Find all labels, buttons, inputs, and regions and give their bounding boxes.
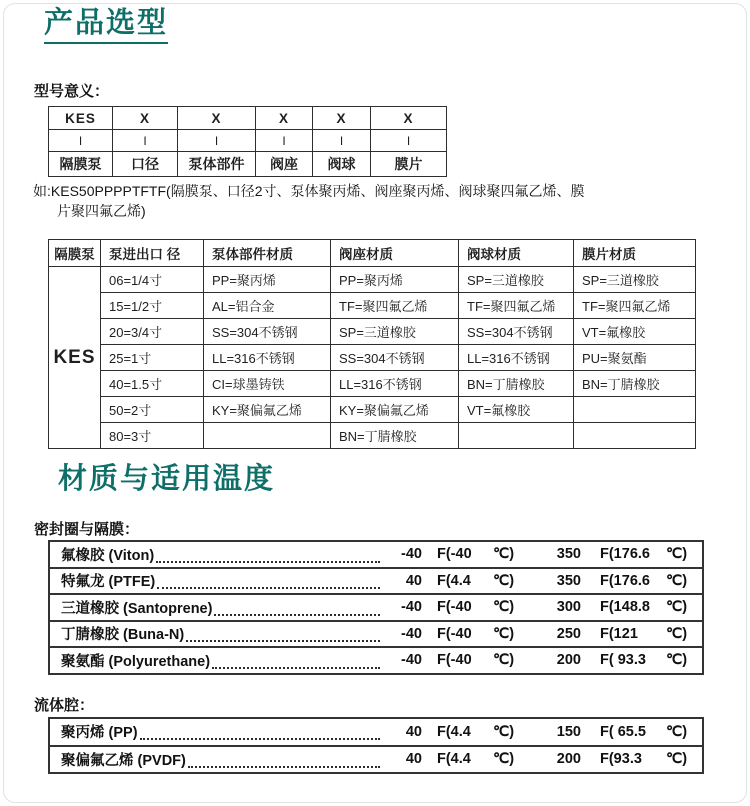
model-name-cell: 膜片 [371,152,447,177]
low-temp-f: -40 [401,546,422,563]
model-bar-cell: I [256,130,313,152]
low-temp-c: F(-40 [437,546,472,563]
material-name: 氟橡胶 (Viton) [61,547,155,564]
high-temp-f: 250 [556,625,581,642]
model-name-cell: 阀座 [256,152,313,177]
material-name: 聚氨酯 (Polyurethane) [61,653,211,670]
high-temp-f: 350 [556,572,581,589]
selection-table [48,239,696,449]
celsius-unit: ℃) [666,652,688,669]
celsius-unit: ℃) [666,546,688,563]
series-code-cell: KES [49,267,101,449]
table-cell: SP=三道橡胶 [459,267,574,293]
table-cell: CI=球墨铸铁 [204,371,331,397]
table-cell: SS=304不锈钢 [204,319,331,345]
low-temp-c: F(4.4 [437,751,471,768]
low-temp-f: -40 [401,599,422,616]
table-row [49,371,696,397]
model-bar-cell: I [178,130,256,152]
dotted-leader [186,625,380,642]
table-cell [204,423,331,449]
celsius-unit: ℃) [666,625,688,642]
header-diaphragm-material: 膜片材质 [574,240,696,267]
section-title-material-temperature: 材质与适用温度 [58,463,276,495]
celsius-unit: ℃) [493,751,515,768]
table-cell: SS=304不锈钢 [459,319,574,345]
table-cell: LL=316不锈钢 [204,345,331,371]
model-code-cell: X [371,107,447,130]
table-cell: 50=2寸 [101,397,204,423]
table-cell: LL=316不锈钢 [331,371,459,397]
model-code-cell: X [113,107,178,130]
low-temp-f: -40 [401,625,422,642]
high-temp-c: F( 93.3 [600,652,646,669]
model-example [33,181,703,221]
temp-row-santoprene [50,595,702,622]
model-bar-cell: I [113,130,178,152]
low-temp-f: 40 [405,572,422,589]
model-name-cell: 阀球 [313,152,371,177]
low-temp-c: F(-40 [437,625,472,642]
material-name: 特氟龙 (PTFE) [61,574,156,591]
table-cell: 15=1/2寸 [101,293,204,319]
fluid-chamber-label: 流体腔： [34,697,95,714]
table-cell: KY=聚偏氟乙烯 [331,397,459,423]
low-temp-c: F(4.4 [437,572,471,589]
table-row [49,397,696,423]
table-cell: BN=丁腈橡胶 [574,371,696,397]
high-temp-f: 300 [556,599,581,616]
high-temp-c: F(93.3 [600,751,642,768]
celsius-unit: ℃) [666,723,688,740]
table-cell: TF=聚四氟乙烯 [574,293,696,319]
table-row [49,267,696,293]
table-cell: PP=聚丙烯 [204,267,331,293]
high-temp-c: F( 65.5 [600,723,646,740]
temp-row-polyurethane [50,648,702,673]
header-body-material: 泵体部件材质 [204,240,331,267]
low-temp-c: F(-40 [437,599,472,616]
table-cell: 80=3寸 [101,423,204,449]
table-row [49,345,696,371]
model-example-line1: 如:KES50PPPPTFTF(隔膜泵、口径2寸、泵体聚丙烯、阀座聚丙烯、阀球聚四氟乙烯、膜 [33,183,585,199]
high-temp-f: 200 [556,652,581,669]
model-example-line2: 片聚四氟乙烯) [57,203,146,219]
celsius-unit: ℃) [666,599,688,616]
table-cell: SS=304不锈钢 [331,345,459,371]
seal-diaphragm-label: 密封圈与隔膜： [34,521,140,538]
high-temp-f: 200 [556,751,581,768]
dotted-leader [140,723,380,740]
header-diaphragm-pump: 隔膜泵 [49,240,101,267]
model-code-cell: X [313,107,371,130]
high-temp-c: F(176.6 [600,572,650,589]
temp-row-pp [50,719,702,747]
table-cell: VT=氟橡胶 [459,397,574,423]
model-code-cell: KES [49,107,113,130]
table-cell [574,423,696,449]
model-code-cell: X [178,107,256,130]
selection-header-row [49,240,696,267]
table-cell: SP=三道橡胶 [574,267,696,293]
table-cell: 06=1/4寸 [101,267,204,293]
table-cell: 40=1.5寸 [101,371,204,397]
celsius-unit: ℃) [493,625,515,642]
model-code-row [49,107,447,130]
table-cell: VT=氟橡胶 [574,319,696,345]
header-port-size: 泵进出口 径 [101,240,204,267]
low-temp-c: F(4.4 [437,723,471,740]
celsius-unit: ℃) [493,652,515,669]
header-seat-material: 阀座材质 [331,240,459,267]
table-row [49,319,696,345]
table-row [49,293,696,319]
table-cell: PU=聚氨酯 [574,345,696,371]
temp-row-buna-n [50,622,702,649]
celsius-unit: ℃) [493,546,515,563]
table-cell: TF=聚四氟乙烯 [459,293,574,319]
high-temp-c: F(121 [600,625,638,642]
celsius-unit: ℃) [493,572,515,589]
celsius-unit: ℃) [666,751,688,768]
model-bar-cell: I [49,130,113,152]
material-name: 聚偏氟乙烯 (PVDF) [61,752,186,769]
low-temp-f: 40 [405,723,422,740]
low-temp-c: F(-40 [437,652,472,669]
table-cell [459,423,574,449]
table-cell: 25=1寸 [101,345,204,371]
seal-temperature-table [48,540,704,675]
model-bar-row [49,130,447,152]
table-cell: TF=聚四氟乙烯 [331,293,459,319]
header-ball-material: 阀球材质 [459,240,574,267]
model-meaning-label: 型号意义： [34,83,110,100]
celsius-unit: ℃) [493,723,515,740]
table-row [49,423,696,449]
model-meaning-table [48,106,447,177]
table-cell: AL=铝合金 [204,293,331,319]
table-cell: BN=丁腈橡胶 [331,423,459,449]
celsius-unit: ℃) [666,572,688,589]
high-temp-c: F(148.8 [600,599,650,616]
high-temp-c: F(176.6 [600,546,650,563]
model-bar-cell: I [313,130,371,152]
celsius-unit: ℃) [493,599,515,616]
temp-row-pvdf [50,747,702,773]
dotted-leader [188,751,380,768]
material-name: 聚丙烯 (PP) [61,725,138,742]
model-code-cell: X [256,107,313,130]
temp-row-ptfe [50,569,702,596]
table-cell: KY=聚偏氟乙烯 [204,397,331,423]
section-title-product-selection [44,8,168,44]
table-cell: 20=3/4寸 [101,319,204,345]
table-cell: BN=丁腈橡胶 [459,371,574,397]
high-temp-f: 350 [556,546,581,563]
dotted-leader [157,572,380,589]
model-name-cell: 隔膜泵 [49,152,113,177]
model-name-row [49,152,447,177]
low-temp-f: -40 [401,652,422,669]
low-temp-f: 40 [405,751,422,768]
dotted-leader [212,652,380,669]
table-cell [574,397,696,423]
material-name: 三道橡胶 (Santoprene) [61,600,213,617]
table-cell: SP=三道橡胶 [331,319,459,345]
model-bar-cell: I [371,130,447,152]
model-name-cell: 泵体部件 [178,152,256,177]
dotted-leader [156,546,380,563]
temp-row-viton [50,542,702,569]
table-cell: PP=聚丙烯 [331,267,459,293]
section-title-text: 产品选型 [44,8,168,44]
high-temp-f: 150 [556,723,581,740]
fluid-temperature-table [48,717,704,774]
dotted-leader [214,599,380,616]
table-cell: LL=316不锈钢 [459,345,574,371]
material-name: 丁腈橡胶 (Buna-N) [61,627,185,644]
model-name-cell: 口径 [113,152,178,177]
